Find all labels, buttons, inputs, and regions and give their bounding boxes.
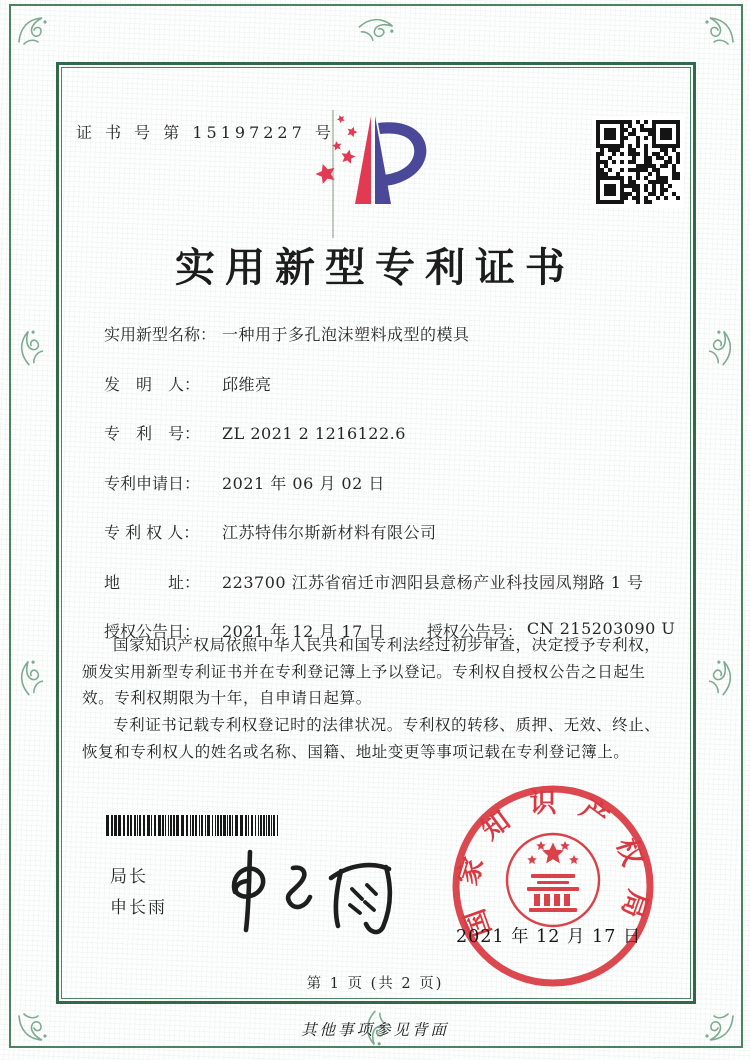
field-value: 2021 年 12 月 17 日 <box>222 622 385 641</box>
field-label: 地 址： <box>104 572 201 592</box>
field-address <box>104 570 676 593</box>
certificate-number: 证 书 号 第 15197227 号 <box>76 123 335 142</box>
certificate-title: 实用新型专利证书 <box>175 244 575 291</box>
ornament-flourish <box>702 14 736 48</box>
back-side-note: 其他事项参见背面 <box>300 1021 449 1039</box>
field-label: 授权公告号： <box>426 622 523 641</box>
seal-agency-text: 国家知识产权局 <box>452 788 654 941</box>
field-list <box>104 322 676 669</box>
field-filing-date <box>104 471 676 494</box>
field-label: 授权公告日： <box>104 622 201 641</box>
ornament-flourish <box>7 653 55 701</box>
ornament-flourish <box>16 14 50 48</box>
legal-paragraph-1: 国家知识产权局依照中华人民共和国专利法经过初步审查，决定授予专利权，颁发实用新型专利证书并在专利登记簿上予以登记。专利权自授权公告之日起生效。专利权期限为十年，自申请日起算。 <box>82 636 661 708</box>
ornament-flourish <box>697 323 745 371</box>
field-label: 实用新型名称： <box>104 325 217 344</box>
commissioner-signature <box>205 840 405 940</box>
commissioner-block <box>110 862 167 925</box>
field-inventor <box>104 372 676 395</box>
field-label: 发 明 人： <box>104 374 201 394</box>
legal-paragraph-2: 专利证书记载专利权登记时的法律状况。专利权的转移、质押、无效、终止、恢复和专利权人的姓名或名称、国籍、地址变更等事项记载在专利登记簿上。 <box>82 715 661 761</box>
field-patent-number <box>104 421 676 444</box>
field-label: 专利申请日： <box>104 473 201 493</box>
legal-text <box>82 632 670 765</box>
field-value: 2021 年 06 月 02 日 <box>222 473 385 493</box>
field-utility-model-name <box>104 322 676 345</box>
agency-seal <box>446 782 660 996</box>
page-number: 第 1 页 (共 2 页) <box>306 976 444 992</box>
commissioner-name: 申长雨 <box>110 898 167 919</box>
ornament-flourish <box>697 653 745 701</box>
field-value: 邱维亮 <box>222 374 272 394</box>
field-value: 223700 江苏省宿迁市泗阳县意杨产业科技园凤翔路 1 号 <box>222 572 644 592</box>
seal-date: 2021 年 12 月 17 日 <box>456 927 642 947</box>
field-label: 专 利 号： <box>104 424 201 443</box>
cnipa-logo <box>308 110 460 238</box>
field-value: ZL 2021 2 1216122.6 <box>222 424 406 443</box>
field-label: 专 利 权 人： <box>104 523 200 542</box>
commissioner-title: 局长 <box>110 867 148 887</box>
field-value: 一种用于多孔泡沫塑料成型的模具 <box>222 325 470 344</box>
field-value: CN 215203090 U <box>526 619 676 638</box>
field-value: 江苏特伟尔斯新材料有限公司 <box>222 523 437 542</box>
svg-text:国家知识产权局 <box>452 788 653 941</box>
field-patentee <box>104 520 676 543</box>
ornament-flourish <box>7 323 55 371</box>
ornament-flourish <box>353 5 401 53</box>
qr-code <box>592 116 684 208</box>
barcode <box>106 815 280 836</box>
